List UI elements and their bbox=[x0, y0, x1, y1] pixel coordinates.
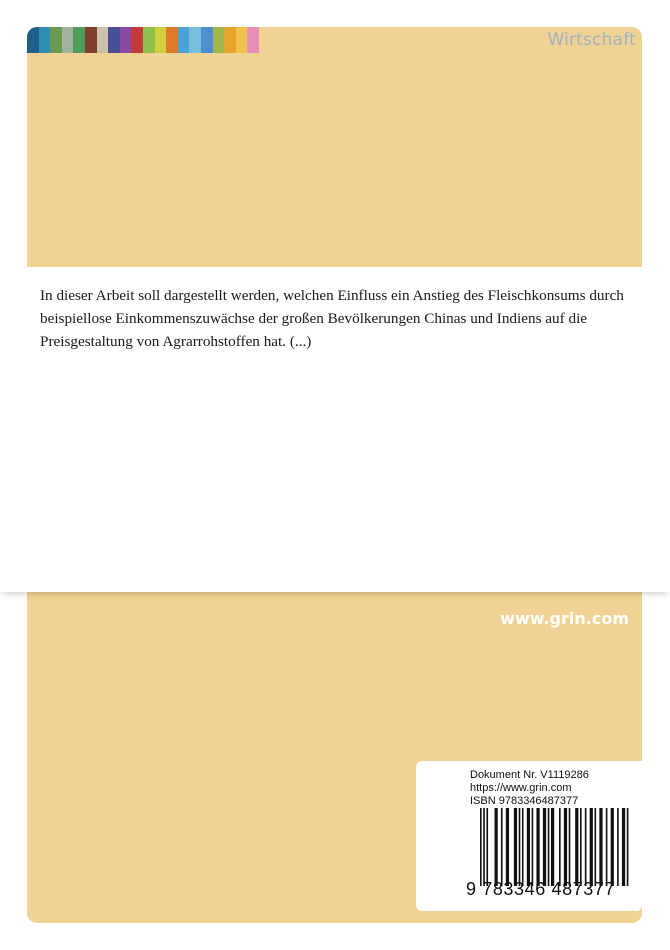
barcode-digits: 9 783346 487377 bbox=[466, 879, 616, 899]
color-strip bbox=[27, 27, 259, 53]
strip-color-15 bbox=[201, 27, 213, 53]
strip-color-16 bbox=[213, 27, 225, 53]
isbn-info-box bbox=[416, 761, 642, 911]
strip-color-6 bbox=[97, 27, 109, 53]
strip-color-1 bbox=[39, 27, 51, 53]
document-number: Dokument Nr. V1119286 bbox=[470, 769, 589, 781]
strip-color-17 bbox=[224, 27, 236, 53]
blurb-panel bbox=[0, 267, 670, 592]
strip-color-11 bbox=[155, 27, 167, 53]
strip-color-7 bbox=[108, 27, 120, 53]
strip-color-19 bbox=[247, 27, 259, 53]
info-url: https://www.grin.com bbox=[470, 782, 572, 794]
strip-color-0 bbox=[27, 27, 39, 53]
strip-color-8 bbox=[120, 27, 132, 53]
strip-color-12 bbox=[166, 27, 178, 53]
strip-color-9 bbox=[131, 27, 143, 53]
strip-color-2 bbox=[50, 27, 62, 53]
strip-color-14 bbox=[189, 27, 201, 53]
isbn-number: ISBN 9783346487377 bbox=[470, 795, 579, 807]
strip-color-18 bbox=[236, 27, 248, 53]
strip-color-3 bbox=[62, 27, 74, 53]
strip-color-13 bbox=[178, 27, 190, 53]
blurb-text: In dieser Arbeit soll dargestellt werden, welchen Einfluss ein Anstieg des Fleischkonsums durch beispiellose Einkommenszuwächse der großen Bevölkerungen Chinas und Indiens auf die Preisgestaltung von Agrarrohstoffen hat. (...) bbox=[40, 287, 624, 350]
publisher-url: www.grin.com bbox=[500, 609, 629, 628]
strip-color-10 bbox=[143, 27, 155, 53]
category-label: Wirtschaft bbox=[547, 30, 636, 50]
strip-color-5 bbox=[85, 27, 97, 53]
strip-color-4 bbox=[73, 27, 85, 53]
barcode-image bbox=[480, 808, 630, 886]
